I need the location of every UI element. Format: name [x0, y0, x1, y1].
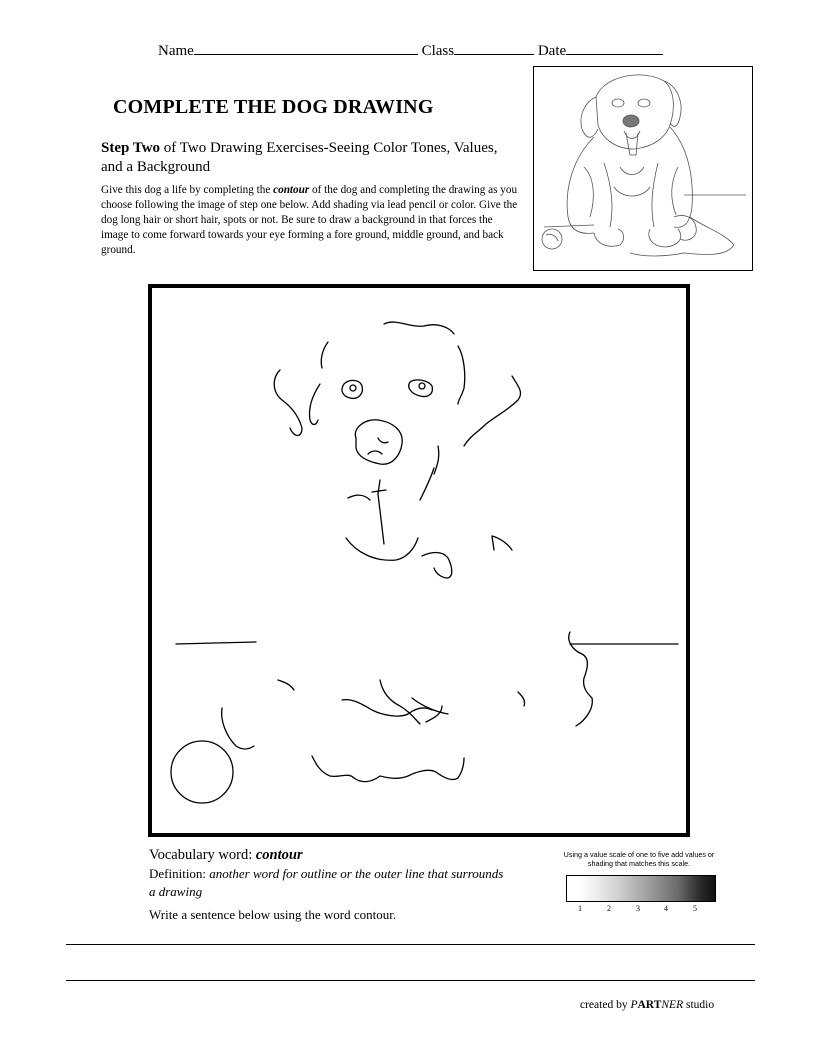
value-scale-number: 3: [636, 904, 640, 913]
page-title: COMPLETE THE DOG DRAWING: [113, 96, 434, 118]
name-field[interactable]: [194, 40, 418, 55]
step-description: of Two Drawing Exercises-Seeing Color Tones, Values, and a Background: [101, 140, 498, 175]
credit-prefix: created by: [580, 999, 631, 1011]
step-label: Step Two: [101, 140, 161, 156]
step-heading: [101, 139, 521, 177]
definition-label: Definition:: [149, 866, 210, 881]
sentence-prompt: Write a sentence below using the word contour.: [149, 907, 397, 922]
instructions-text-before: Give this dog a life by completing the: [101, 184, 274, 196]
class-field[interactable]: [454, 40, 534, 55]
value-scale-number: 2: [607, 904, 611, 913]
instructions-text-after: of the dog and completing the drawing as you choose following the image of step one below. Add shading via lead pencil or color. Give the dog long hair or short hair, spots or not. Be sure to draw a background in that forces the image to come forward towards your eye forming a fore ground, middle ground, and back ground.: [101, 184, 518, 256]
credit-art: ART: [637, 999, 662, 1011]
value-scale-number: 5: [693, 904, 697, 913]
vocabulary-label: Vocabulary word:: [149, 847, 256, 863]
value-scale-caption: Using a value scale of one to five add values or shading that matches this scale.: [563, 850, 715, 868]
value-scale-number: 4: [664, 904, 668, 913]
writing-line[interactable]: [66, 944, 755, 945]
credit-line: [580, 999, 714, 1011]
vocabulary-word: contour: [255, 847, 303, 863]
writing-line[interactable]: [66, 980, 755, 981]
credit-suffix: studio: [683, 999, 715, 1011]
student-info-line: [158, 40, 663, 60]
partial-dog-contour: [152, 288, 686, 833]
definition-text: another word for outline or the outer line that surrounds a drawing: [149, 866, 504, 899]
vocabulary-line: [149, 847, 303, 864]
credit-p: P: [630, 999, 638, 1011]
class-label: Class: [421, 43, 455, 59]
value-scale-bar: [566, 875, 716, 902]
instructions-paragraph: [101, 183, 521, 258]
value-scale-number: 1: [578, 904, 582, 913]
date-label: Date: [537, 43, 567, 59]
date-field[interactable]: [566, 40, 663, 55]
drawing-area[interactable]: [148, 284, 690, 837]
definition: [149, 865, 509, 901]
reference-dog-image: [533, 66, 753, 271]
name-label: Name: [158, 43, 194, 59]
credit-ner: NER: [661, 999, 684, 1011]
reference-dog-sketch: [534, 67, 752, 270]
instructions-keyword: contour: [273, 184, 310, 196]
